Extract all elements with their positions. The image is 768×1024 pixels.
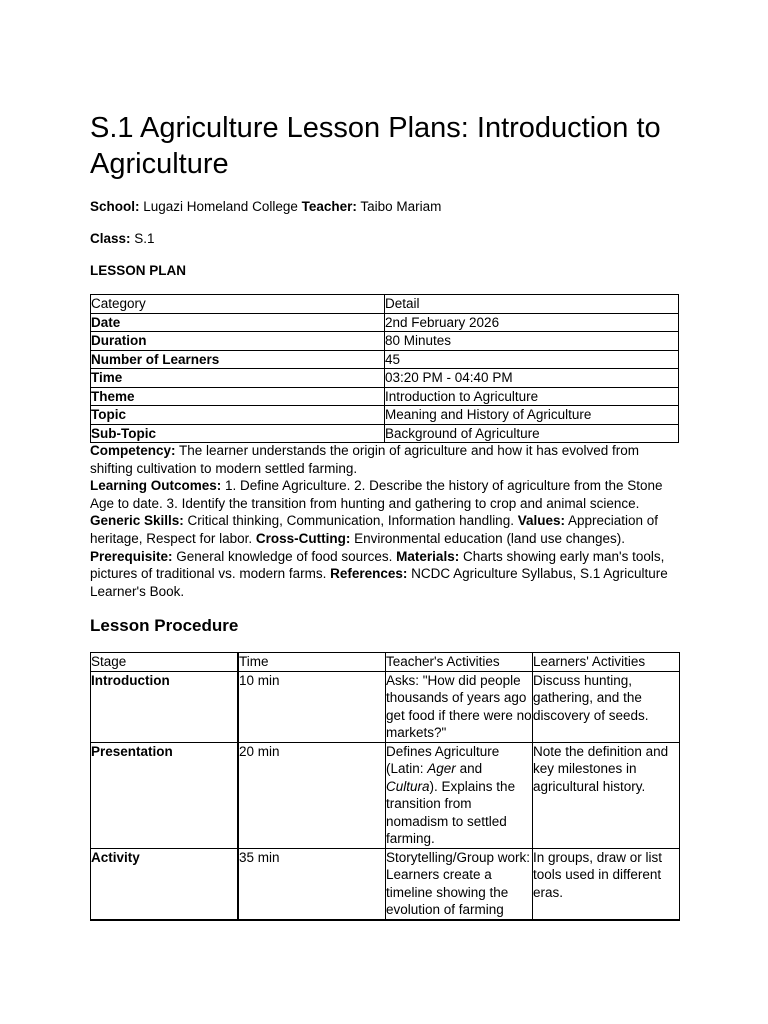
teacher-text-mid: and [455,761,483,776]
materials-text: Charts showing early man's tools, pictures of traditional vs. modern farms. [90,548,665,582]
values-text: Appreciation of heritage, Respect for labor. [90,513,659,546]
values-label: Values: [517,513,565,529]
skills-text: Critical thinking, Communication, Information handling. [183,513,518,529]
lesson-plan-label: LESSON PLAN [90,263,187,278]
row-value: Meaning and History of Agriculture [385,406,679,425]
lesson-procedure-table [90,652,680,921]
competency-text: The learner understands the origin of agriculture and how it has evolved from shifting cultivation to modern settled farming. [90,443,640,476]
table-header-row [91,653,680,672]
row-value: 2nd February 2026 [385,313,679,332]
row-key: Time [91,369,385,388]
header-learners-activities: Learners' Activities [533,653,680,672]
row-value: 03:20 PM - 04:40 PM [385,369,679,388]
row-key: Duration [91,332,385,351]
materials-label: Materials: [396,548,460,564]
cross-cutting-label: Cross-Cutting: [255,530,351,546]
class-value: S.1 [130,231,155,246]
teacher-activity-cell: Storytelling/Group work: Learners create a timeline showing the evolution of farming [386,848,533,920]
teacher-text-post: ). Explains the transition from nomadism to settled farming. [386,778,516,846]
learners-activity-cell: Discuss hunting, gathering, and the discovery of seeds. [533,671,680,742]
row-value: 45 [385,350,679,369]
class-label: Class: [90,231,131,246]
header-teacher-activities: Teacher's Activities [386,653,533,672]
page-title: S.1 Agriculture Lesson Plans: Introduction to Agriculture [90,112,661,180]
teacher-activity-cell: Asks: "How did people thousands of years ago get food if there were no markets?" [386,672,532,740]
row-key: Sub-Topic [91,424,385,443]
table-row [91,332,679,351]
outcomes-text: 1. Define Agriculture. 2. Describe the history of agriculture from the Stone Age to date. 3. Identify the transition from hunting and gathering to crop and animal science. [90,478,663,511]
teacher-label: Teacher: [301,199,357,214]
stage-cell: Introduction [91,671,239,742]
row-value: Background of Agriculture [385,424,679,443]
procedure-heading: Lesson Procedure [90,616,239,635]
school-teacher-line [90,198,441,216]
row-key: Topic [91,406,385,425]
table-row [91,387,679,406]
header-category: Category [91,295,385,314]
table-row [91,742,680,848]
table-row [91,848,680,920]
time-cell: 20 min [238,742,386,848]
teacher-value: Taibo Mariam [356,199,442,214]
header-time: Time [238,653,386,672]
row-value: Introduction to Agriculture [385,387,679,406]
time-cell: 35 min [238,848,386,920]
table-row [91,406,679,425]
learners-activity-cell: Note the definition and key milestones in agricultural history. [533,742,680,848]
teacher-text-pre: Defines Agriculture (Latin: [386,743,500,776]
references-label: References: [330,566,408,582]
cross-cutting-text: Environmental education (land use changes). [350,530,626,546]
table-row [91,350,679,369]
table-header-row [91,295,679,314]
lesson-details-paragraph [90,442,682,600]
teacher-activity-cell [386,742,533,848]
table-row [91,313,679,332]
time-cell: 10 min [238,671,386,742]
prerequisite-text: General knowledge of food sources. [172,548,397,564]
learners-activity-cell: In groups, draw or list tools used in different eras. [533,848,680,920]
table-row [91,424,679,443]
row-value: 80 Minutes [385,332,679,351]
competency-label: Competency: [90,443,176,458]
table-row [91,369,679,388]
latin-ager: Ager [427,761,456,776]
row-key: Theme [91,387,385,406]
skills-label: Generic Skills: [90,513,184,529]
lesson-details-table [90,294,679,443]
outcomes-label: Learning Outcomes: [90,478,222,494]
row-key: Date [91,313,385,332]
school-value: Lugazi Homeland College [139,199,302,214]
class-line [90,230,155,248]
latin-cultura: Cultura [386,778,430,794]
header-detail: Detail [385,295,679,314]
row-key: Number of Learners [91,350,385,369]
table-row [91,671,680,742]
header-stage: Stage [91,653,239,672]
references-text: NCDC Agriculture Syllabus, S.1 Agriculture Learner's Book. [90,566,668,599]
stage-cell: Activity [91,848,239,920]
prerequisite-label: Prerequisite: [90,548,173,564]
school-label: School: [90,199,140,214]
stage-cell: Presentation [91,742,239,848]
